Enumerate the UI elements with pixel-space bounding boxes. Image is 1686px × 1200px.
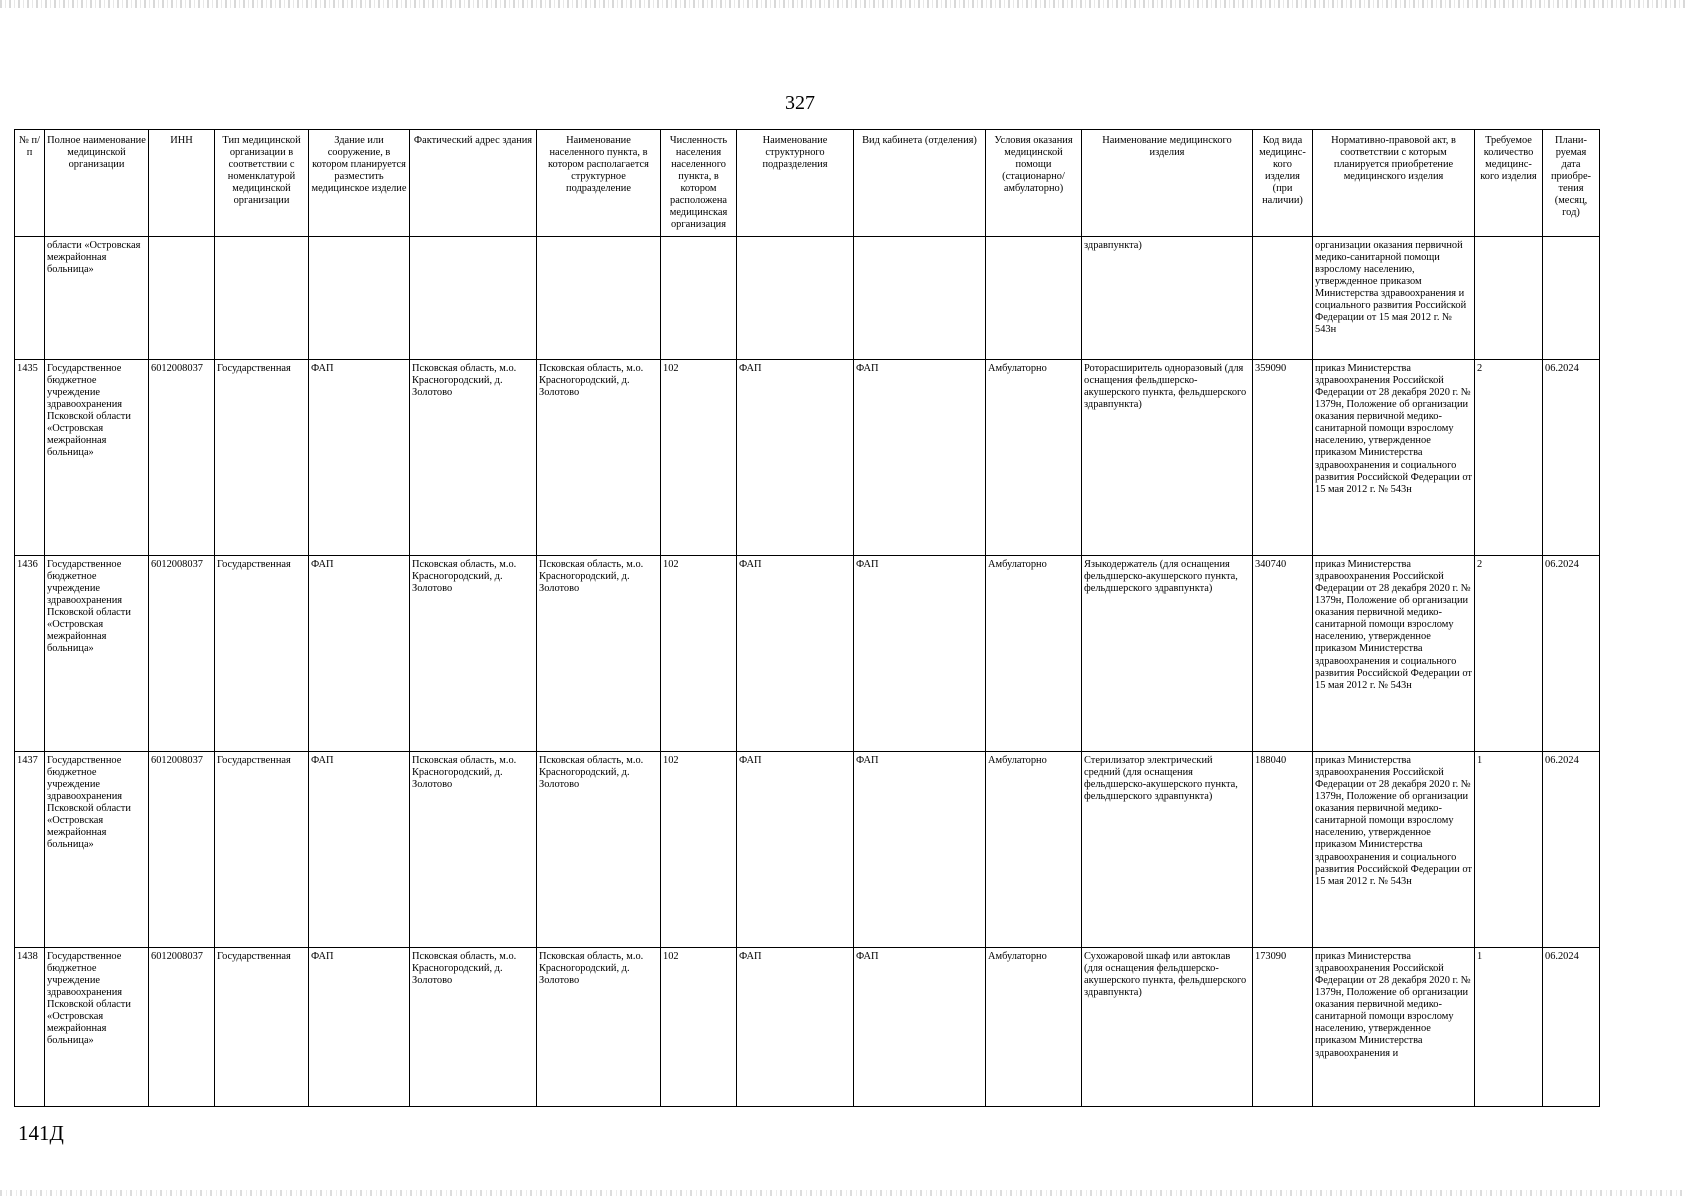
cell-address: Псковская область, м.о. Красногородский, д. Золотово bbox=[410, 752, 537, 948]
cell-act: приказ Министерства здравоохранения Российской Федерации от 28 декабря 2020 г. № 1379н, Положение об организации оказания первичной медико-санитарной помощи взрослому населению, утвержденное приказом Министерства здравоохранения и социального развития Российской Федерации от 15 мая 2012 г. № 543н bbox=[1313, 752, 1475, 948]
cell-qty: 1 bbox=[1475, 752, 1543, 948]
cell-date: 06.2024 bbox=[1543, 360, 1600, 556]
cell-device: Языкодержатель (для оснащения фельдшерско-акушерского пункта, фельдшерского здравпункта) bbox=[1082, 556, 1253, 752]
cell-code: 173090 bbox=[1253, 948, 1313, 1107]
cell-inn bbox=[149, 237, 215, 360]
cell-date: 06.2024 bbox=[1543, 556, 1600, 752]
cell-number: 1436 bbox=[15, 556, 45, 752]
cell-date: 06.2024 bbox=[1543, 752, 1600, 948]
col-header-org: Полное наименование медицинской организации bbox=[45, 130, 149, 237]
cell-settlement: Псковская область, м.о. Красногородский, д. Золотово bbox=[537, 556, 661, 752]
cell-type: Государственная bbox=[215, 556, 309, 752]
cell-population: 102 bbox=[661, 752, 737, 948]
cell-act: приказ Министерства здравоохранения Российской Федерации от 28 декабря 2020 г. № 1379н, Положение об организации оказания первичной медико-санитарной помощи взрослому населению, утвержденное приказом Министерства здравоохранения и социального развития Российской Федерации от 15 мая 2012 г. № 543н bbox=[1313, 556, 1475, 752]
cell-device: Роторасширитель одноразовый (для оснащения фельдшерско-акушерского пункта, фельдшерского здравпункта) bbox=[1082, 360, 1253, 556]
cell-org: области «Островская межрайонная больница» bbox=[45, 237, 149, 360]
cell-unit bbox=[737, 237, 854, 360]
cell-cabinet: ФАП bbox=[854, 752, 986, 948]
cell-building: ФАП bbox=[309, 360, 410, 556]
cell-conditions: Амбулаторно bbox=[986, 556, 1082, 752]
cell-settlement: Псковская область, м.о. Красногородский, д. Золотово bbox=[537, 752, 661, 948]
col-header-qty: Требуемое количество медицинс-кого изделия bbox=[1475, 130, 1543, 237]
cell-qty bbox=[1475, 237, 1543, 360]
cell-building bbox=[309, 237, 410, 360]
cell-conditions: Амбулаторно bbox=[986, 752, 1082, 948]
cell-type: Государственная bbox=[215, 948, 309, 1107]
cell-building: ФАП bbox=[309, 948, 410, 1107]
cell-code: 359090 bbox=[1253, 360, 1313, 556]
cell-act: приказ Министерства здравоохранения Российской Федерации от 28 декабря 2020 г. № 1379н, Положение об организации оказания первичной медико-санитарной помощи взрослому населению, утвержденное приказом Министерства здравоохранения и социального развития Российской Федерации от 15 мая 2012 г. № 543н bbox=[1313, 360, 1475, 556]
cell-inn: 6012008037 bbox=[149, 556, 215, 752]
cell-address bbox=[410, 237, 537, 360]
cell-act: организации оказания первичной медико-санитарной помощи взрослому населению, утвержденное приказом Министерства здравоохранения и социального развития Российской Федерации от 15 мая 2012 г. № 543н bbox=[1313, 237, 1475, 360]
col-header-number: № п/п bbox=[15, 130, 45, 237]
cell-population: 102 bbox=[661, 948, 737, 1107]
cell-code: 340740 bbox=[1253, 556, 1313, 752]
table-header bbox=[15, 130, 1600, 237]
cell-type: Государственная bbox=[215, 752, 309, 948]
table-row-continuation bbox=[15, 237, 1600, 360]
cell-unit: ФАП bbox=[737, 360, 854, 556]
scan-edge-bottom bbox=[0, 1190, 1686, 1196]
col-header-act: Нормативно-правовой акт, в соответствии с которым планируется приобретение медицинского изделия bbox=[1313, 130, 1475, 237]
cell-inn: 6012008037 bbox=[149, 752, 215, 948]
cell-unit: ФАП bbox=[737, 752, 854, 948]
cell-date bbox=[1543, 237, 1600, 360]
cell-population: 102 bbox=[661, 360, 737, 556]
table-row bbox=[15, 948, 1600, 1107]
scan-edge-top bbox=[0, 0, 1686, 8]
cell-settlement bbox=[537, 237, 661, 360]
table-row bbox=[15, 752, 1600, 948]
table-row bbox=[15, 360, 1600, 556]
cell-cabinet: ФАП bbox=[854, 360, 986, 556]
cell-address: Псковская область, м.о. Красногородский, д. Золотово bbox=[410, 556, 537, 752]
col-header-device: Наименование медицинского изделия bbox=[1082, 130, 1253, 237]
col-header-settlement: Наименование населенного пункта, в котором располагается структурное подразделение bbox=[537, 130, 661, 237]
col-header-inn: ИНН bbox=[149, 130, 215, 237]
cell-population bbox=[661, 237, 737, 360]
cell-org: Государственное бюджетное учреждение здравоохранения Псковской области «Островская межрайонная больница» bbox=[45, 752, 149, 948]
cell-unit: ФАП bbox=[737, 948, 854, 1107]
cell-inn: 6012008037 bbox=[149, 948, 215, 1107]
cell-cabinet: ФАП bbox=[854, 948, 986, 1107]
cell-code bbox=[1253, 237, 1313, 360]
col-header-cabinet: Вид кабинета (отделения) bbox=[854, 130, 986, 237]
cell-conditions: Амбулаторно bbox=[986, 360, 1082, 556]
cell-address: Псковская область, м.о. Красногородский, д. Золотово bbox=[410, 948, 537, 1107]
col-header-code: Код вида медицинс-кого изделия (при наличии) bbox=[1253, 130, 1313, 237]
cell-device: здравпункта) bbox=[1082, 237, 1253, 360]
document-code: 141Д bbox=[18, 1121, 64, 1145]
cell-unit: ФАП bbox=[737, 556, 854, 752]
col-header-unit: Наименование структурного подразделения bbox=[737, 130, 854, 237]
cell-date: 06.2024 bbox=[1543, 948, 1600, 1107]
cell-device: Стерилизатор электрический средний (для оснащения фельдшерско-акушерского пункта, фельдшерского здравпункта) bbox=[1082, 752, 1253, 948]
col-header-type: Тип медицинской организации в соответствии с номенклатурой медицинской организации bbox=[215, 130, 309, 237]
cell-conditions bbox=[986, 237, 1082, 360]
col-header-building: Здание или сооружение, в котором планируется разместить медицинское изделие bbox=[309, 130, 410, 237]
cell-act: приказ Министерства здравоохранения Российской Федерации от 28 декабря 2020 г. № 1379н, Положение об организации оказания первичной медико-санитарной помощи взрослому населению, утвержденное приказом Министерства здравоохранения и bbox=[1313, 948, 1475, 1107]
cell-inn: 6012008037 bbox=[149, 360, 215, 556]
cell-building: ФАП bbox=[309, 752, 410, 948]
cell-qty: 1 bbox=[1475, 948, 1543, 1107]
table-row bbox=[15, 556, 1600, 752]
col-header-population: Численность населения населенного пункта, в котором расположена медицинская организация bbox=[661, 130, 737, 237]
cell-cabinet bbox=[854, 237, 986, 360]
cell-number: 1437 bbox=[15, 752, 45, 948]
col-header-address: Фактический адрес здания bbox=[410, 130, 537, 237]
col-header-date: Плани-руемая дата приобре-тения (месяц, год) bbox=[1543, 130, 1600, 237]
col-header-conditions: Условия оказания медицинской помощи (стационарно/ амбулаторно) bbox=[986, 130, 1082, 237]
cell-type bbox=[215, 237, 309, 360]
equipment-table bbox=[14, 129, 1600, 1107]
cell-address: Псковская область, м.о. Красногородский, д. Золотово bbox=[410, 360, 537, 556]
cell-qty: 2 bbox=[1475, 360, 1543, 556]
cell-device: Сухожаровой шкаф или автоклав (для оснащения фельдшерско-акушерского пункта, фельдшерского здравпункта) bbox=[1082, 948, 1253, 1107]
cell-number: 1435 bbox=[15, 360, 45, 556]
cell-cabinet: ФАП bbox=[854, 556, 986, 752]
cell-population: 102 bbox=[661, 556, 737, 752]
page-number: 327 bbox=[785, 92, 815, 114]
cell-org: Государственное бюджетное учреждение здравоохранения Псковской области «Островская межрайонная больница» bbox=[45, 556, 149, 752]
cell-conditions: Амбулаторно bbox=[986, 948, 1082, 1107]
cell-settlement: Псковская область, м.о. Красногородский, д. Золотово bbox=[537, 360, 661, 556]
cell-settlement: Псковская область, м.о. Красногородский, д. Золотово bbox=[537, 948, 661, 1107]
cell-org: Государственное бюджетное учреждение здравоохранения Псковской области «Островская межрайонная больница» bbox=[45, 948, 149, 1107]
cell-code: 188040 bbox=[1253, 752, 1313, 948]
cell-number: 1438 bbox=[15, 948, 45, 1107]
cell-org: Государственное бюджетное учреждение здравоохранения Псковской области «Островская межрайонная больница» bbox=[45, 360, 149, 556]
cell-qty: 2 bbox=[1475, 556, 1543, 752]
cell-type: Государственная bbox=[215, 360, 309, 556]
cell-number bbox=[15, 237, 45, 360]
cell-building: ФАП bbox=[309, 556, 410, 752]
